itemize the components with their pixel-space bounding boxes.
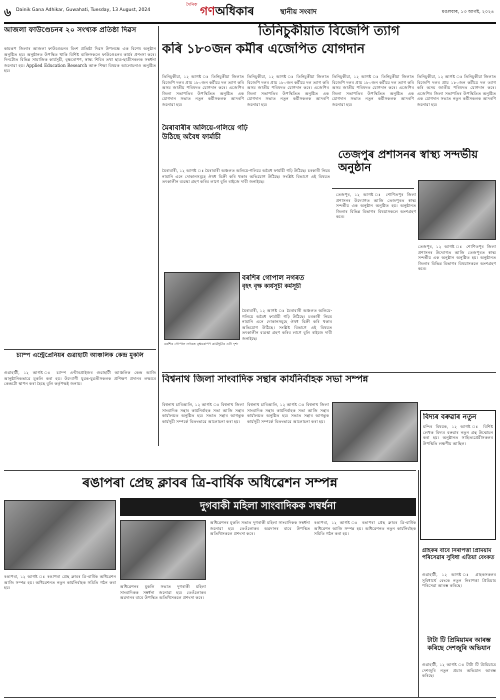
- tree-photo: [164, 272, 240, 340]
- right-col-rule: [418, 470, 419, 698]
- brand-tail: অধিকাৰ: [215, 4, 255, 18]
- side-story: [162, 124, 262, 164]
- right-box: [418, 244, 496, 246]
- health-story-headline: তেজপুৰ প্ৰশাসনৰ স্বাস্থ্য সন্দৰ্ভীয় অনুষ্ঠান: [338, 148, 478, 174]
- tree-story-body: [242, 308, 332, 368]
- right-box-body-text: মন্দিৰ বিষয়ক, ১২ আগষ্ট ঃ বিশিষ্ট লেখক বিদ্যৰ বৰুৱাৰ নতুন গ্ৰন্থ উন্মোচন কৰা হয়। অনুষ্ঠানত সাহিত্যপ্ৰেমীসকলৰ উপস্থিতি লক্ষণীয় আছিল।: [423, 424, 493, 446]
- right-bottom-body-2: [422, 662, 496, 696]
- biswanath-body-text: বিশ্বনাথ চাৰিআলি, ১২ আগষ্ট ঃ বিশ্বনাথ জিলা সাংবাদিক সন্থাৰ কাৰ্যনিৰ্বাহক সভা আজি সন্থাৰ কাৰ্যালয়ত অনুষ্ঠিত হয়। সভাত সন্থাৰ আগন্তুক কাৰ্যসূচী সম্পৰ্কে বিতংভাৱে আলোচনা কৰা হয়।: [162, 402, 244, 424]
- tree-story-headline-2: বৃহৎ বৃক্ষ কাৰ্যসূচী কৰ্মসূচী: [242, 283, 301, 290]
- top-story-body-text-3: তিনিচুকীয়া, ১২ আগষ্ট ঃ তিনিচুকীয়া জিলাত বিজেপি দলৰ প্ৰায় ১৮০জন কৰ্মীয়ে দল ত্যাগ কৰি অসম জাতীয় পৰিষদত যোগদান কৰে। এজেপিৰ জিলা সভাপতিৰ উপস্থিতিত অনুষ্ঠিত এক যোগদান সভাত নতুন কৰ্মীসকলক আদৰণি জনোৱা হয়।: [332, 74, 414, 107]
- women-band: [120, 498, 416, 516]
- press-rule-top: [4, 470, 416, 471]
- top-story-headline-1: তিনিচুকীয়াত বিজেপি ত্যাগ: [162, 24, 496, 40]
- top-story: [162, 24, 496, 72]
- left-divider-1: [4, 349, 156, 350]
- top-story-body-text-2: তিনিচুকীয়া, ১২ আগষ্ট ঃ তিনিচুকীয়া জিলাত বিজেপি দলৰ প্ৰায় ১৮০জন কৰ্মীয়ে দল ত্যাগ কৰি অসম জাতীয় পৰিষদত যোগদান কৰে। এজেপিৰ জিলা সভাপতিৰ উপস্থিতিত অনুষ্ঠিত এক যোগদান সভাত নতুন কৰ্মীসকলক আদৰণি জনোৱা হয়।: [247, 74, 329, 107]
- health-story-body-text: তেজপুৰ, ১২ আগষ্ট ঃ শোণিতপুৰ জিলা প্ৰশাসনৰ উদ্যোগত আজি তেজপুৰত স্বাস্থ্য সন্দৰ্ভীয় এক অনুষ্ঠান অনুষ্ঠিত হয়। অনুষ্ঠানত জিলাৰ বিভিন্ন বিভাগৰ বিষয়াসকলে অংশগ্ৰহণ কৰে।: [336, 192, 416, 220]
- press-body-text: ৰঙাপৰা, ১২ আগষ্ট ঃ ৰঙাপৰা প্ৰেছ ক্লাবৰ ত্ৰি-বাৰ্ষিক অধিৱেশন আজি সম্পন্ন হয়। অধিৱেশনত নতুন কাৰ্যনিৰ্বাহক সমিতি গঠন কৰা হয়।: [4, 574, 116, 591]
- right-bottom-headline-2: টাটা টি প্ৰিমিয়ামৰ আৰম্ভ কৰিছে দেশজুৰি অভিযান: [427, 636, 491, 652]
- health-story-body-text-2: তেজপুৰ, ১২ আগষ্ট ঃ শোণিতপুৰ জিলা প্ৰশাসনৰ উদ্যোগত আজি তেজপুৰত স্বাস্থ্য সন্দৰ্ভীয় এক অনুষ্ঠান অনুষ্ঠিত হয়। অনুষ্ঠানত জিলাৰ বিভিন্ন বিভাগৰ বিষয়াসকলে অংশগ্ৰহণ কৰে।: [418, 244, 496, 272]
- left-mid-headline: চ্যাম্প এন্ট্ৰেপ্ৰেনিয়ৰ গুৱাহাটী আঞ্চলিক কেন্দ্ৰ মুকলি: [16, 352, 144, 359]
- biswanath-rule-top: [162, 372, 496, 373]
- left-top-body: [4, 46, 156, 342]
- right-box-headline: বিদ্যৰ বৰুৱাৰ নতুন: [423, 413, 477, 421]
- press-photo: [4, 500, 116, 570]
- date-right: মঙলবাৰ, ১৩ আগষ্ট, ২০২৪: [441, 10, 494, 15]
- right-bottom-headline-1: গ্ৰাহকৰ বাবে নিৰাপত্তা প্ৰিমিয়াম পৰিসেৱাৰ সুবিধা এতিয়া বেংকত: [422, 548, 495, 561]
- women-photo: [120, 520, 206, 580]
- top-story-headline-2: কৰি ১৮০জন কৰ্মীৰ এজেপিত যোগদান: [162, 42, 365, 57]
- press-headline: ৰঙাপৰা প্ৰেছ ক্লাবৰ ত্ৰি-বাৰ্ষিক অধিৱেশন সম্পন্ন: [82, 475, 338, 491]
- masthead: [4, 2, 496, 22]
- women-body: [120, 584, 206, 696]
- edition-line: Dainik Gana Adhikar, Guwahati, Tuesday, 13 August, 2024: [16, 8, 151, 13]
- right-box-body: [423, 424, 493, 534]
- right-info-box: [420, 410, 496, 540]
- left-top-headline: আজলা ফাউণ্ডেচনৰ ২০ সংখ্যক প্ৰতিষ্ঠা দিৱস: [4, 26, 137, 34]
- right-bottom-body-2-text: গুৱাহাটী, ১২ আগষ্ট ঃ টাটা টি প্ৰিমিয়ামে দেশজুৰি নতুন প্ৰচাৰ অভিযান আৰম্ভ কৰিছে।: [422, 662, 496, 679]
- brand-main: গণ: [200, 4, 216, 18]
- top-story-body-text: তিনিচুকীয়া, ১২ আগষ্ট ঃ তিনিচুকীয়া জিলাত বিজেপি দলৰ প্ৰায় ১৮০জন কৰ্মীয়ে দল ত্যাগ কৰি অসম জাতীয় পৰিষদত যোগদান কৰে। এজেপিৰ জিলা সভাপতিৰ উপস্থিতিত অনুষ্ঠিত এক যোগদান সভাত নতুন কৰ্মীসকলক আদৰণি জনোৱা হয়।: [162, 74, 244, 107]
- biswanath-body-text-2: বিশ্বনাথ চাৰিআলি, ১২ আগষ্ট ঃ বিশ্বনাথ জিলা সাংবাদিক সন্থাৰ কাৰ্যনিৰ্বাহক সভা আজি সন্থাৰ কাৰ্যালয়ত অনুষ্ঠিত হয়। সভাত সন্থাৰ আগন্তুক কাৰ্যসূচী সম্পৰ্কে বিতংভাৱে আলোচনা কৰা হয়।: [247, 402, 329, 424]
- tree-story-body-text: মৈৰাবাৰী, ১২ আগষ্ট ঃ মৈৰাবাৰী অঞ্চলত অলিয়ে-গলিয়ে অবৈধ ফাৰ্মাচী গঢ়ি উঠিছে। চৰকাৰী নিয়ম নামানি এনে দোকানসমূহে ঔষধ বিক্ৰী কৰি থকাৰ অভিযোগ উঠিছে। সংশ্লিষ্ট বিভাগে এই বিষয়ত তৎকালীন ব্যৱস্থা গ্ৰহণ কৰিব লাগে বুলি ৰাইজে দাবী জনাইছে।: [242, 308, 332, 341]
- right-bottom-body-1-text: গুৱাহাটী, ১২ আগষ্ট ঃ গ্ৰাহকসকলৰ সুবিধাৰ্থে বেংকে নতুন নিৰাপত্তা প্ৰিমিয়াম পৰিসেৱা আৰম্ভ কৰিছে।: [422, 572, 496, 589]
- women-headline: দুগবাকী মহিলা সাংবাদিকক সম্বৰ্ধনা: [200, 501, 336, 512]
- side-story-headline: মৈৰাবাৰীৰ অলিয়ে-গলিয়ে গঢ়ি উঠিছে অবৈধ ফাৰ্মাচী: [162, 124, 248, 141]
- col-rule-left: [158, 26, 159, 446]
- dainik-label: দৈনিক: [186, 3, 198, 8]
- women-body-3: [314, 520, 416, 696]
- tree-story: [242, 274, 334, 306]
- page-bottom-rule: [4, 697, 496, 698]
- tree-story-headline-1: বৰশিৰ গোপাল নগৰত: [242, 274, 305, 282]
- brand-logo: [200, 3, 254, 23]
- health-story-body-2: [418, 244, 496, 402]
- health-story-body: [336, 192, 416, 402]
- women-body-2: [210, 520, 310, 696]
- section-title: স্থানীয় সংবাদ: [280, 8, 317, 16]
- health-rule: [332, 188, 414, 189]
- top-story-body-text-4: তিনিচুকীয়া, ১২ আগষ্ট ঃ তিনিচুকীয়া জিলাত বিজেপি দলৰ প্ৰায় ১৮০জন কৰ্মীয়ে দল ত্যাগ কৰি অসম জাতীয় পৰিষদত যোগদান কৰে। এজেপিৰ জিলা সভাপতিৰ উপস্থিতিত অনুষ্ঠিত এক যোগদান সভাত নতুন কৰ্মীসকলক আদৰণি জনোৱা হয়।: [417, 74, 496, 107]
- women-body-text: অধিৱেশনৰ মুকলি সভাত দুগৰাকী মহিলা সাংবাদিকক সম্বৰ্ধনা জনোৱা হয়। তেওঁলোকৰ অৱদানৰ বাবে উপস্থিত অতিথিসকলে প্ৰশংসা কৰে।: [120, 584, 206, 601]
- women-body-text-2: অধিৱেশনৰ মুকলি সভাত দুগৰাকী মহিলা সাংবাদিকক সম্বৰ্ধনা জনোৱা হয়। তেওঁলোকৰ অৱদানৰ বাবে উপস্থিত অতিথিসকলে প্ৰশংসা কৰে।: [210, 520, 310, 537]
- biswanath-body-2: [247, 402, 329, 466]
- biswanath-body: [162, 402, 244, 466]
- side-story-body: [162, 168, 330, 268]
- page-number: ৬: [4, 6, 12, 19]
- left-top-story: [4, 26, 156, 346]
- left-top-body-text: কামৰূপ জিলাৰ আজলা ফাউণ্ডেচনৰ বিংশ প্ৰতিষ্ঠা দিৱস উপলক্ষে এক বিশেষ অনুষ্ঠান অনুষ্ঠিত হয়। অনুষ্ঠানত উপস্থিত থাকি বিশিষ্ট ব্যক্তিসকলে ফাউণ্ডেচনৰ কাৰ্যৰ প্ৰশংসা কৰে। দিনটোত বিভিন্ন সামাজিক কাৰ্যসূচী, বৃক্ষৰোপণ, স্বাস্থ্য শিবিৰ তথা ছাত্ৰ-ছাত্ৰীসকলক সম্বৰ্ধনা জনোৱা হয়। Applied Education Research আৰু শিক্ষা বিষয়ক আলোচনাও অনুষ্ঠিত হয়।: [4, 46, 156, 74]
- left-mid-body-text: গুৱাহাটী, ১২ আগষ্ট ঃ চ্যাম্প এণ্টাৰপ্ৰাইজৰ গুৱাহাটী আঞ্চলিক কেন্দ্ৰ আজি আনুষ্ঠানিকভাৱে মুকলি কৰা হয়। উদ্যোগী যুৱক-যুৱতীসকলক প্ৰশিক্ষণ প্ৰদানৰ লক্ষ্যৰে কেন্দ্ৰটো স্থাপন কৰা হৈছে বুলি কৰ্তৃপক্ষই জনায়।: [4, 370, 156, 387]
- press-body: [4, 574, 116, 696]
- tree-caption: বৰশিৰ গোপাল নগৰত বৃক্ষৰোপণ কাৰ্যসূচীৰ এটা দৃশ্য: [164, 342, 239, 346]
- left-mid-story: [4, 352, 156, 452]
- women-body-text-3: ৰঙাপৰা, ১২ আগষ্ট ঃ ৰঙাপৰা প্ৰেছ ক্লাবৰ ত্ৰি-বাৰ্ষিক অধিৱেশন আজি সম্পন্ন হয়। অধিৱেশনত নতুন কাৰ্যনিৰ্বাহক সমিতি গঠন কৰা হয়।: [314, 520, 416, 537]
- side-story-body-text: মৈৰাবাৰী, ১২ আগষ্ট ঃ মৈৰাবাৰী অঞ্চলত অলিয়ে-গলিয়ে অবৈধ ফাৰ্মাচী গঢ়ি উঠিছে। চৰকাৰী নিয়ম নামানি এনে দোকানসমূহে ঔষধ বিক্ৰী কৰি থকাৰ অভিযোগ উঠিছে। সংশ্লিষ্ট বিভাগে এই বিষয়ত তৎকালীন ব্যৱস্থা গ্ৰহণ কৰিব লাগে বুলি ৰাইজে দাবী জনাইছে।: [162, 168, 330, 185]
- health-photo: [418, 180, 496, 240]
- right-bottom-body-1: [422, 572, 496, 632]
- left-mid-body: [4, 370, 156, 450]
- biswanath-headline: বিশ্বনাথ জিলা সাংবাদিক সন্থাৰ কাৰ্যনিৰ্বাহক সভা সম্পন্ন: [162, 374, 369, 385]
- biswanath-photo: [332, 402, 418, 462]
